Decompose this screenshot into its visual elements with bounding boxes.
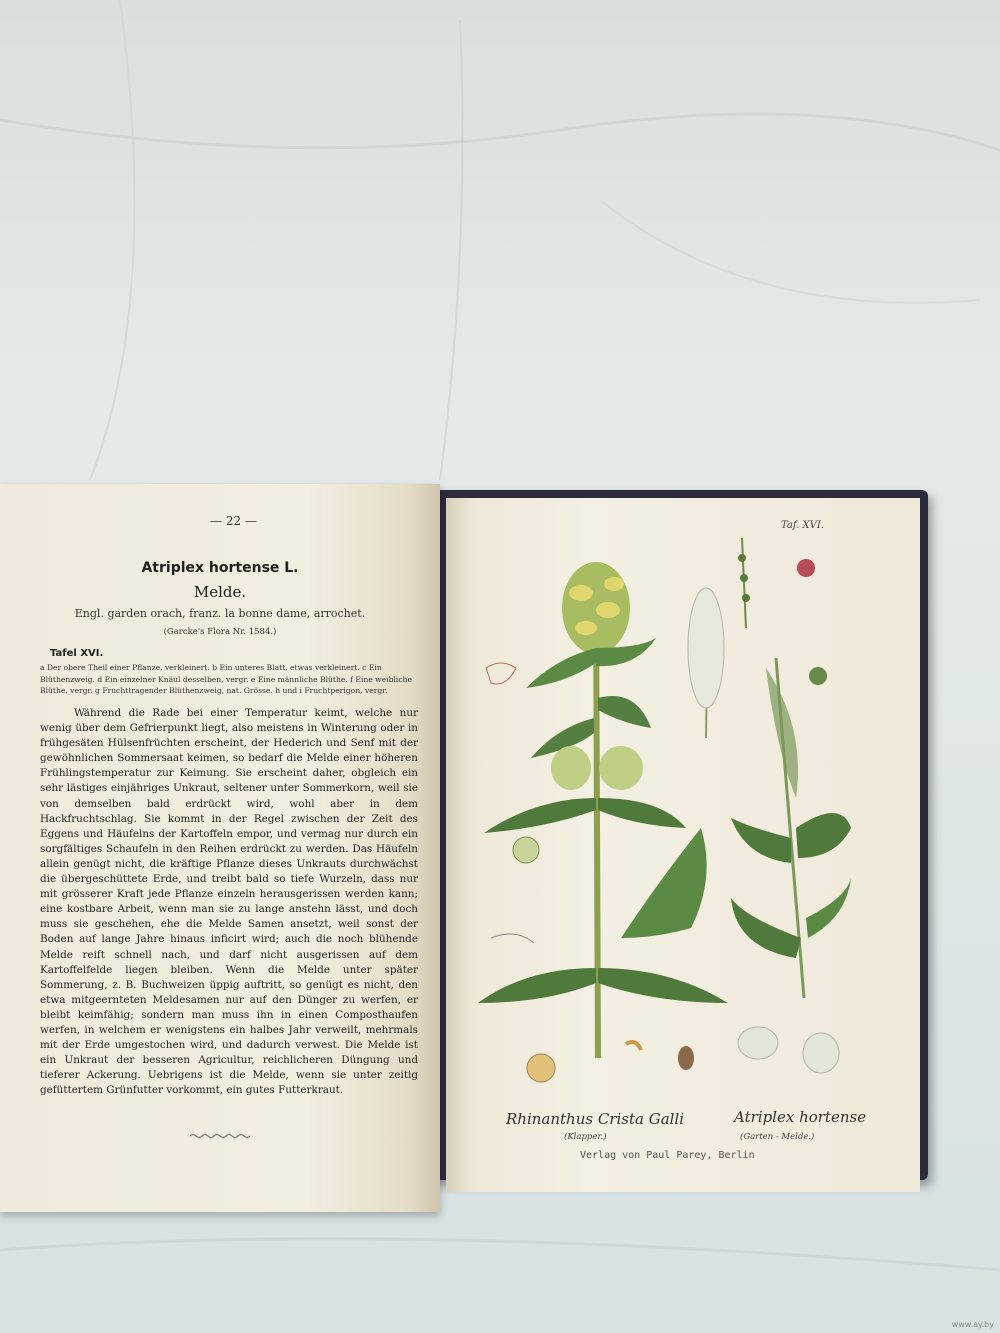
common-name: Melde. bbox=[193, 583, 247, 601]
foreign-names: Engl. garden orach, franz. la bonne dame, arrochet. bbox=[74, 607, 366, 620]
caption-rhinanthus: Rhinanthus Crista Galli bbox=[506, 1110, 685, 1128]
open-book bbox=[0, 484, 930, 1224]
figure-legend: a Der obere Theil einer Pflanze, verkleinert. b Ein unteres Blatt, etwas verkleinert. c Ein Blüthenzweig. d Ein einzelner Knäul desselben, vergr. e Eine männliche Blüthe. f Eine weibliche Blüthe, vergr. g Fruchttragender Blüthenzweig, nat. Grösse. h und i Fruchtperigon, vergr. bbox=[40, 663, 412, 695]
watermark: www.ay.by bbox=[951, 1320, 994, 1329]
publisher-imprint: Verlag von Paul Parey, Berlin bbox=[580, 1150, 755, 1161]
body-text bbox=[40, 706, 418, 1098]
botanical-illustration bbox=[446, 498, 920, 1192]
caption-atriplex: Atriplex hortense bbox=[734, 1108, 867, 1126]
body-paragraph: Während die Rade bei einer Temperatur keimt, welche nur wenig über dem Gefrierpunkt liegt, also meistens in Winterung oder in frühgesäten Hülsenfrüchten erscheint, der Hederich und Senf mit der gewöhnlichen Sommersaat keimen, so bedarf die Melde einer höheren Frühlingstemperatur zur Keimung. Sie erscheint daher, obgleich ein sehr lästiges einjähriges Unkraut, seltener unter Sommerkorn, weil sie von demselben bald erdrückt wird, wohl aber in dem Hackfruchtschlag. Sie kommt in der Regel zwischen der Zeit des Eggens und Häufelns der Kartoffeln empor, und vermag nur durch ein sorgfältiges Schaufeln in den Reihen erdrückt zu werden. Das Häufeln allein genügt nicht, die kräftige Pflanze dieses Unkrauts durchwächst die übergeschüttete Erde, und treibt bald so tiefe Wurzeln, dass nur mit grösserer Kraft jede Pflanze einzeln herausgerissen werden kann; eine kostbare Arbeit, wenn man sie zu lange anstehn lässt, und doch muss sie geschehen, ehe die Melde Samen ansetzt, weil sonst der Boden auf lange Jahre hinaus inficirt wird; auch die noch blühende Melde reift schnell nach, und darf nicht ausgerissen auf dem Kartoffelfelde liegen bleiben. Wenn die Melde unter später Sommerung, z. B. Buchweizen üppig auftritt, so genügt es nicht, den etwa mitgeernteten Meldesamen nur auf den Dünger zu werfen, er bleibt keimfähig; sondern man muss ihn in einen Composthaufen werfen, in welchem er wenigstens ein halbes Jahr verweilt, mehrmals mit der Erde umgestochen wird, und dadurch verwest. Die Melde ist ein Unkraut der besseren Agricultur, reichlicheren Düngung und tieferer Ackerung. Uebrigens ist die Melde, wenn sie unter zeitig gefüttertem Grünfutter vorkommt, ein gutes Futterkraut. bbox=[40, 707, 418, 1097]
plate-number: Taf. XVI. bbox=[781, 520, 825, 531]
caption-atriplex-common: (Garten - Melde.) bbox=[740, 1132, 815, 1142]
caption-rhinanthus-common: (Klapper.) bbox=[564, 1132, 607, 1142]
ornament-divider bbox=[190, 1133, 252, 1139]
page-number: — 22 — bbox=[210, 514, 257, 528]
left-page bbox=[0, 484, 440, 1212]
plate-label: Tafel XVI. bbox=[50, 648, 104, 659]
flora-reference: (Garcke's Flora Nr. 1584.) bbox=[163, 627, 277, 637]
right-page-plate bbox=[446, 498, 920, 1192]
page-title: Atriplex hortense L. bbox=[141, 560, 299, 576]
